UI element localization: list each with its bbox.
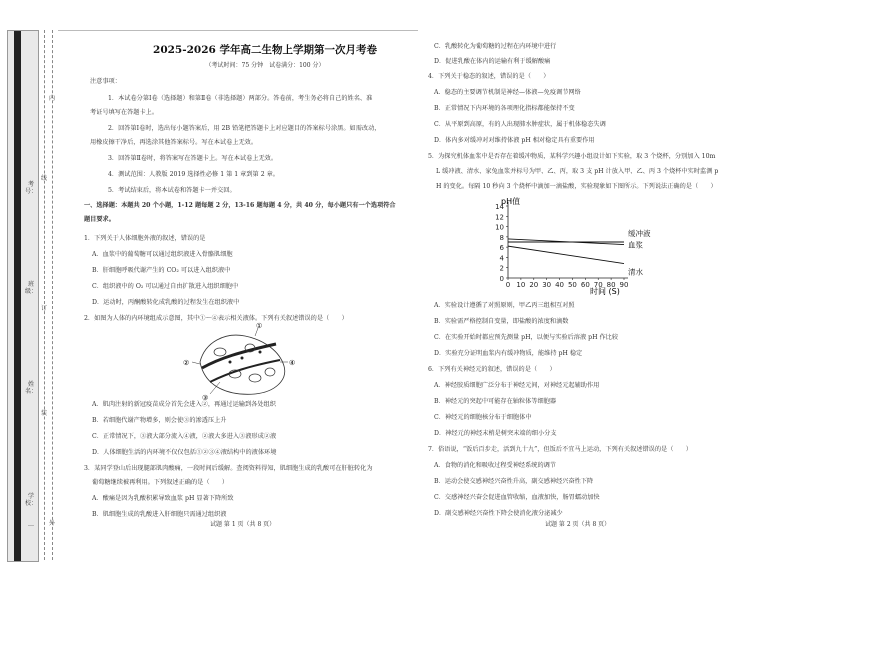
section-line: 一、选择题：本题共 20 个小题，1-12 题每题 2 分，13-16 题每题 4 分，共 40 分，每小题只有一个选项符合 xyxy=(84,202,396,209)
question-option: B．实验需严格控制自变量，即盐酸的浓度和滴数 xyxy=(434,318,569,325)
left-questions-1 xyxy=(84,235,348,323)
field-number: 考号： xyxy=(25,181,38,195)
lymph-vessel xyxy=(210,360,280,382)
chart-x-tick-label: 30 xyxy=(542,281,552,289)
series-line-3 xyxy=(508,246,624,263)
question-option: C．在实验开始时都应预先测量 pH，以便与实验后溶液 pH 作比较 xyxy=(434,334,619,341)
question-option: B．神经元的突起中可能存在轴粒体等细胞器 xyxy=(434,398,557,405)
marker-zhuang: 装 xyxy=(40,410,47,417)
blood-cell xyxy=(259,351,262,354)
marker-wai: 外 xyxy=(48,520,55,527)
question-stem: 6．下列有关神经元的叙述，错误的是（ ） xyxy=(428,366,556,373)
question-option: B．肌细胞生成的乳酸进入肝细胞只需通过组织液 xyxy=(92,511,227,518)
question-option: C．交感神经兴奋会促进血管收缩，血液加快，肠胃蠕动加快 xyxy=(434,494,600,501)
chart-x-tick-label: 50 xyxy=(567,281,577,289)
question-stem: 7．俗语说，“饭后百步走，活到九十九”，但饭后不宜马上运动，下列有关叙述错误的是（ ） xyxy=(428,446,692,453)
question-stem: L 缓冲液、清水、家兔血浆并标号为甲、乙、丙，取 3 支 pH 计放入甲、乙、丙 3 个烧杯中实时监测 p xyxy=(436,168,719,175)
footer-left: 试题 第 1 页（共 8 页） xyxy=(210,521,276,528)
chart-x-tick-label: 60 xyxy=(580,281,590,289)
note-line: 4．测试范围：人教版 2019 选择性必修 1 第 1 章到第 2 章。 xyxy=(108,171,279,178)
marker-nei: 内 xyxy=(48,95,55,102)
top-rule xyxy=(58,30,418,31)
exam-subtitle: （考试时间：75 分钟 试卷满分：100 分） xyxy=(205,62,325,69)
field-name: 姓名： xyxy=(25,381,38,395)
section-heading xyxy=(84,202,396,224)
question-stem: 4．下列关于稳态的叙述，错误的是（ ） xyxy=(428,73,550,80)
question-option: D．副交感神经兴奋性下降会使消化液分泌减少 xyxy=(434,510,563,517)
chart-y-tick-label: 10 xyxy=(495,223,504,232)
tissue-cell xyxy=(265,368,275,376)
note-line: 2．回答第Ⅰ卷时，选出每小题答案后，用 2B 铅笔把答题卡上对应题目的答案标号涂黑。如需改动， xyxy=(108,125,381,132)
chart-x-tick-label: 70 xyxy=(593,281,603,289)
notes-block xyxy=(90,78,380,195)
note-line: 用橡皮擦干净后，再选涂其他答案标号。写在本试卷上无效。 xyxy=(90,139,258,146)
question-option: A．酸痛是因为乳酸积累导致血浆 pH 显著下降所致 xyxy=(92,495,234,502)
label-2: ② xyxy=(183,359,190,367)
question-option: B．运动会使交感神经兴奋性升高，副交感神经兴奋性下降 xyxy=(434,478,594,485)
binding-bar xyxy=(14,31,21,561)
field-ellipsis: … xyxy=(28,521,34,528)
question-option: C．从平原到高原，有的人出现肺水肿症状，属于机体稳态失调 xyxy=(434,121,606,128)
chart-y-tick-label: 2 xyxy=(499,264,504,273)
chart-x-tick-label: 0 xyxy=(505,281,511,289)
right-questions-2 xyxy=(428,302,692,518)
seal-line-inner xyxy=(52,30,53,560)
question-option: C．神经元的细胞核分布于细胞体中 xyxy=(434,414,532,421)
question-option: A．稳态的主要调节机制是神经—体液—免疫调节网络 xyxy=(434,89,581,96)
question-stem: 5．为探究机体血浆中是否存在着缓冲物质，某科学兴趣小组设计如下实验，取 3 个烧杯，分别加入 10m xyxy=(428,153,716,160)
question-option: B．正常情况下内环境的各项理化指标都能保持不变 xyxy=(434,105,575,112)
question-option: A．神经胶质细胞广泛分布于神经元间，对神经元起辅助作用 xyxy=(434,382,600,389)
chart-xlabel: 时间 (S) xyxy=(590,287,620,296)
label-1: ① xyxy=(256,322,263,330)
chart-y-tick-label: 6 xyxy=(499,244,504,253)
blood-cell xyxy=(229,361,232,364)
question-option: A．血浆中的葡萄糖可以通过组织液进入骨骼肌细胞 xyxy=(92,251,233,258)
question-stem: 2．如图为人体的内环境组成示意图，其中①～④表示相关液体。下列有关叙述错误的是（ ） xyxy=(84,315,348,322)
chart-y-tick-label: 14 xyxy=(495,203,504,211)
label-3: ③ xyxy=(202,394,209,402)
question-stem: H 的变化。每隔 10 秒向 3 个烧杯中滴加一滴盐酸，实验现象如下图所示。下列说法正确的是（ ） xyxy=(436,183,717,190)
question-stem: 3．某同学登山后出现腿部肌肉酸痛，一段时间后缓解。查阅资料得知，肌细胞生成的乳酸可在肝脏转化为 xyxy=(84,465,373,472)
chart-x-tick-label: 10 xyxy=(516,281,526,289)
chart-ylabel: pH值 xyxy=(501,197,521,206)
series-label-3: 清水 xyxy=(628,267,643,277)
field-class: 班级： xyxy=(25,281,38,295)
question-option: D．运动时，丙酮酸转化成乳酸的过程发生在组织液中 xyxy=(92,299,240,306)
question-stem: 葡萄糖继续被再利用。下列叙述正确的是（ ） xyxy=(92,479,229,486)
notes-heading: 注意事项： xyxy=(90,78,121,85)
chart-x-tick-label: 40 xyxy=(555,281,565,289)
chart-x-tick-label: 80 xyxy=(606,281,616,289)
question-option: B．若细胞代谢产物增多，则会使③的渗透压上升 xyxy=(92,417,227,424)
footer-right: 试题 第 2 页（共 8 页） xyxy=(545,521,611,528)
question-option: C．乳酸转化为葡萄糖的过程在内环境中进行 xyxy=(434,43,557,50)
marker-ding: 订 xyxy=(40,305,47,312)
tissue-cell xyxy=(214,348,226,356)
question-option: D．神经元的神经末梢是树突末端的细小分支 xyxy=(434,430,557,437)
question-option: A．实验设计遵循了对照原则，甲乙丙三组相互对照 xyxy=(434,302,575,309)
question-option: B．肝细胞呼吸代谢产生的 CO₂ 可以进入组织液中 xyxy=(92,267,231,274)
blood-cell xyxy=(241,357,244,360)
ph-line-chart xyxy=(470,192,720,296)
right-questions-1 xyxy=(428,43,718,191)
series-label-2: 血浆 xyxy=(628,240,643,250)
note-line: 1．本试卷分第Ⅰ卷（选择题）和第Ⅱ卷（非选择题）两部分。答卷前，考生务必将自己的姓名、准 xyxy=(108,95,373,102)
chart-x-tick-label: 90 xyxy=(619,281,629,289)
question-option: A．肌肉注射的新冠疫苗成分首先会进入②，再通过运输到各处组织 xyxy=(92,401,276,408)
label-4: ④ xyxy=(289,359,296,367)
chart-plot-area xyxy=(495,202,651,289)
series-label-1: 缓冲液 xyxy=(628,229,651,238)
exam-title: 2025-2026 学年高二生物上学期第一次月考卷 xyxy=(153,44,377,56)
question-option: D．体内多对缓冲对对维持体液 pH 相对稳定具有重要作用 xyxy=(434,137,595,144)
chart-x-tick-label: 20 xyxy=(529,281,539,289)
capillary xyxy=(202,344,276,368)
marker-xian: 线 xyxy=(40,175,47,182)
chart-y-tick-label: 4 xyxy=(499,254,504,263)
question-option: C．正常情况下，③液大部分流入④液，②液大多进入③液形成②液 xyxy=(92,433,277,440)
question-option: C．组织液中的 O₂ 可以通过自由扩散进入组织细胞中 xyxy=(92,283,239,290)
tissue-cell xyxy=(249,374,261,382)
note-line: 3．回答第Ⅱ卷时，将答案写在答题卡上。写在本试卷上无效。 xyxy=(108,155,278,162)
question-option: D．促进乳酸在体内的运输有利于缓解酸痛 xyxy=(434,58,551,65)
question-stem: 1．下列关于人体细胞外液的叙述，错误的是 xyxy=(84,235,206,242)
question-option: D．人体细胞生活的内环境不仅仅包括①②③④液结构中的液体环境 xyxy=(92,449,277,456)
binding-strip xyxy=(7,30,39,562)
chart-y-tick-label: 0 xyxy=(499,275,504,283)
seal-line-outer xyxy=(44,30,45,560)
callout-line xyxy=(192,362,200,364)
question-option: D．实验充分证明血浆内有缓冲物质，能维持 pH 稳定 xyxy=(434,350,583,357)
chart-y-tick-label: 8 xyxy=(499,233,504,242)
field-school: 学校： xyxy=(25,493,38,507)
note-line: 考证号填写在答题卡上。 xyxy=(90,109,159,116)
interstitial-fluid-diagram xyxy=(180,322,300,402)
note-line: 5．考试结束后，将本试卷和答题卡一并交回。 xyxy=(108,187,236,194)
chart-y-tick-label: 12 xyxy=(495,213,504,222)
left-questions-2 xyxy=(84,401,373,519)
question-option: A．食物的消化和吸收过程受神经系统的调节 xyxy=(434,462,557,469)
section-line: 题目要求。 xyxy=(84,216,115,223)
